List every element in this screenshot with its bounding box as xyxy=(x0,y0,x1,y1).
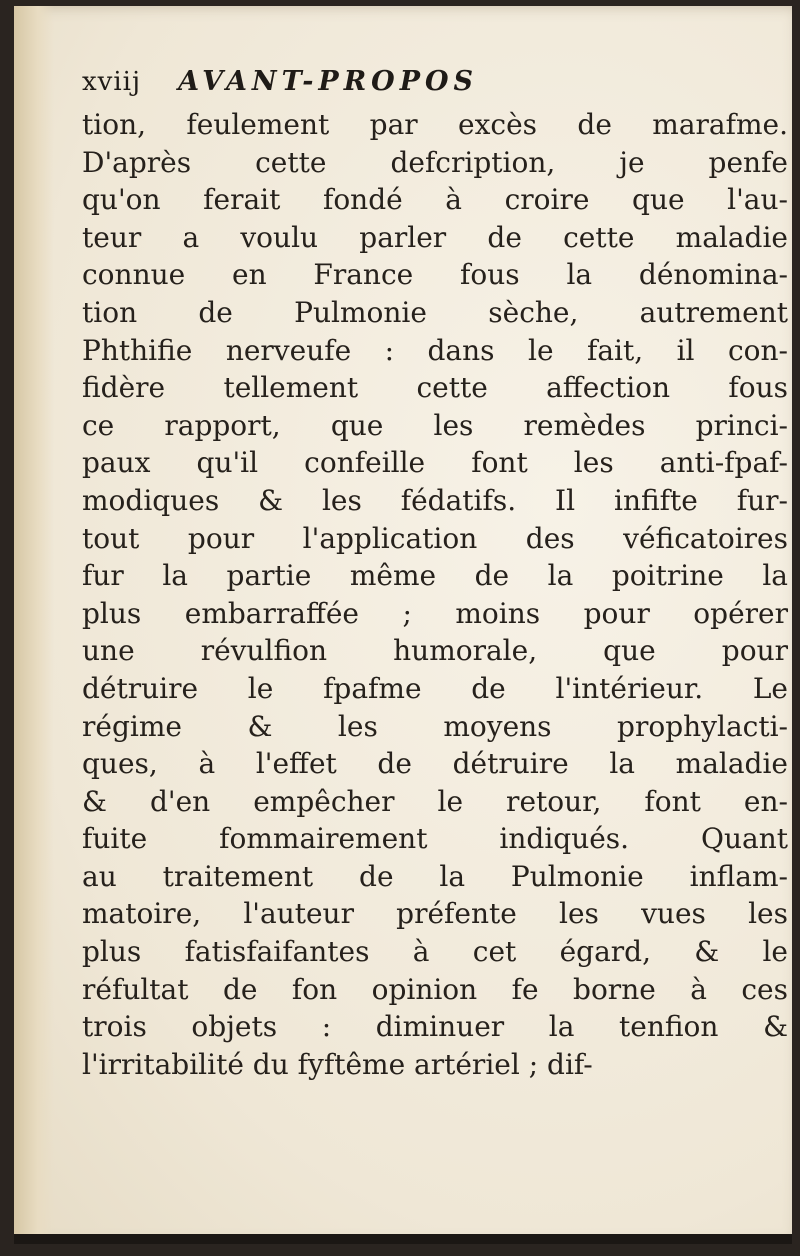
text-line: détruire le fpafme de l'intérieur. Le xyxy=(82,671,788,705)
text-line: fidère tellement cette affection fous xyxy=(82,371,788,405)
text-line: fur la partie même de la poitrine la xyxy=(82,559,788,593)
page-gutter-shadow xyxy=(14,6,54,1244)
text-line: réfultat de fon opinion fe borne à ces xyxy=(82,972,788,1006)
text-line: plus fatisfaifantes à cet égard, & le xyxy=(82,935,788,969)
text-line: modiques & les fédatifs. Il infifte fur- xyxy=(82,483,788,517)
text-line: Phthifie nerveufe : dans le fait, il con- xyxy=(82,333,788,367)
text-line: au traitement de la Pulmonie inflam- xyxy=(82,859,788,893)
text-line: teur a voulu parler de cette maladie xyxy=(82,220,788,254)
body-text xyxy=(82,106,788,1083)
text-line: plus embarraffée ; moins pour opérer xyxy=(82,596,788,630)
text-line: ques, à l'effet de détruire la maladie xyxy=(82,747,788,781)
page-number: xviij xyxy=(82,67,142,97)
page-header xyxy=(82,66,478,97)
text-line: ce rapport, que les remèdes princi- xyxy=(82,408,788,442)
text-line: une révulfion humorale, que pour xyxy=(82,634,788,668)
text-line: tion, feulement par excès de marafme. xyxy=(82,108,788,141)
text-line: fuite fommairement indiqués. Quant xyxy=(82,822,788,856)
page-bottom-edge xyxy=(14,1234,792,1244)
text-line: connue en France fous la dénomina- xyxy=(82,258,788,292)
text-line: tout pour l'application des véficatoires xyxy=(82,521,788,555)
text-line: matoire, l'auteur préfente les vues les xyxy=(82,897,788,931)
text-line: l'irritabilité du fyftême artériel ; dif- xyxy=(82,1047,593,1081)
text-line: régime & les moyens prophylacti- xyxy=(82,709,788,743)
text-line: paux qu'il confeille font les anti-fpaf- xyxy=(82,446,788,480)
text-line: & d'en empêcher le retour, font en- xyxy=(82,784,788,818)
running-title: AVANT-PROPOS xyxy=(178,66,479,97)
text-line: trois objets : diminuer la tenfion & xyxy=(82,1010,788,1044)
text-line: D'après cette defcription, je penfe xyxy=(82,145,788,179)
book-page xyxy=(14,6,792,1244)
text-line: qu'on ferait fondé à croire que l'au- xyxy=(82,183,788,217)
text-line: tion de Pulmonie sèche, autrement xyxy=(82,295,788,329)
